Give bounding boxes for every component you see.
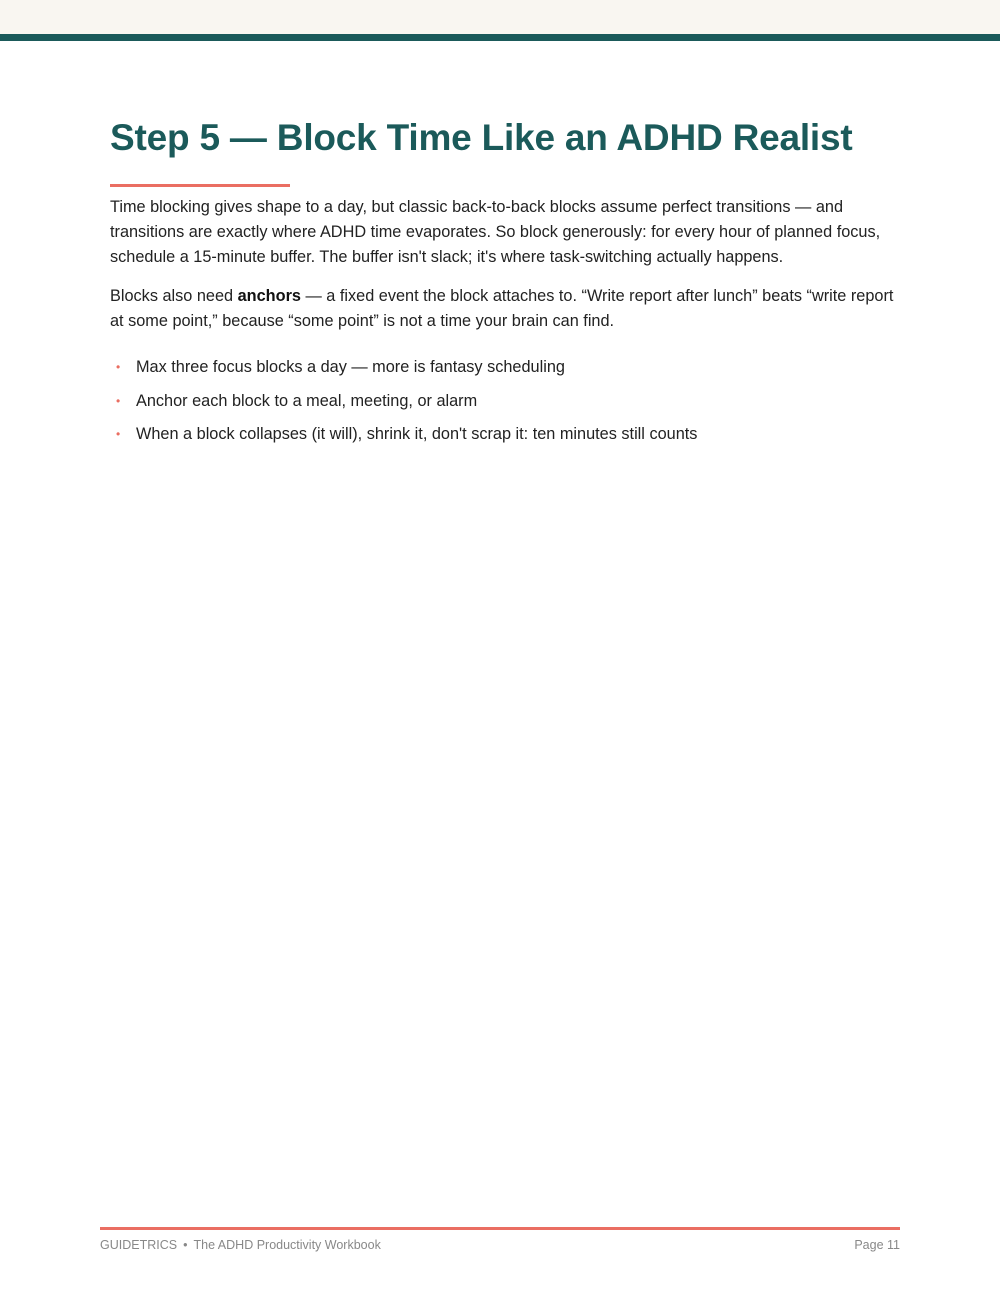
footer-rule xyxy=(100,1227,900,1230)
list-item xyxy=(110,422,900,447)
tips-list xyxy=(110,355,900,447)
list-item-text: Max three focus blocks a day — more is fantasy scheduling xyxy=(136,358,565,376)
footer-left xyxy=(100,1236,381,1254)
list-item-text: When a block collapses (it will), shrink it, don't scrap it: ten minutes still counts xyxy=(136,425,698,443)
paragraph-intro: Time blocking gives shape to a day, but classic back-to-back blocks assume perfect transitions — and transitions are exactly where ADHD time evaporates. So block generously: for every hour of planned focus, schedule a 15-minute buffer. The buffer isn't slack; it's where task-switching actually happens. xyxy=(110,198,881,266)
bullet-dot-icon: • xyxy=(116,427,121,441)
page-title: Step 5 — Block Time Like an ADHD Realist xyxy=(110,117,853,158)
top-rule xyxy=(0,34,1000,41)
paragraph-anchors-rest: — a fixed event the block attaches to. “Write report after lunch” beats “write report at some point,” because “some point” is not a time your brain can find. xyxy=(110,287,894,330)
list-item-text: Anchor each block to a meal, meeting, or alarm xyxy=(136,391,478,410)
paragraph-anchors xyxy=(110,284,900,334)
page-content xyxy=(110,112,900,456)
anchors-term: anchors xyxy=(237,287,301,305)
title-accent-rule xyxy=(110,184,290,187)
footer-separator: • xyxy=(183,1238,188,1252)
bullet-dot-icon: • xyxy=(116,360,121,374)
footer-brand: GUIDETRICS xyxy=(100,1238,178,1252)
footer-book-title: The ADHD Productivity Workbook xyxy=(193,1238,381,1252)
page-footer xyxy=(100,1236,900,1254)
top-band xyxy=(0,0,1000,34)
list-item xyxy=(110,355,900,380)
page-number: Page 11 xyxy=(854,1238,900,1252)
list-item xyxy=(110,389,900,414)
bullet-dot-icon: • xyxy=(116,393,121,408)
paragraph-anchors-lead: Blocks also need xyxy=(110,287,238,305)
